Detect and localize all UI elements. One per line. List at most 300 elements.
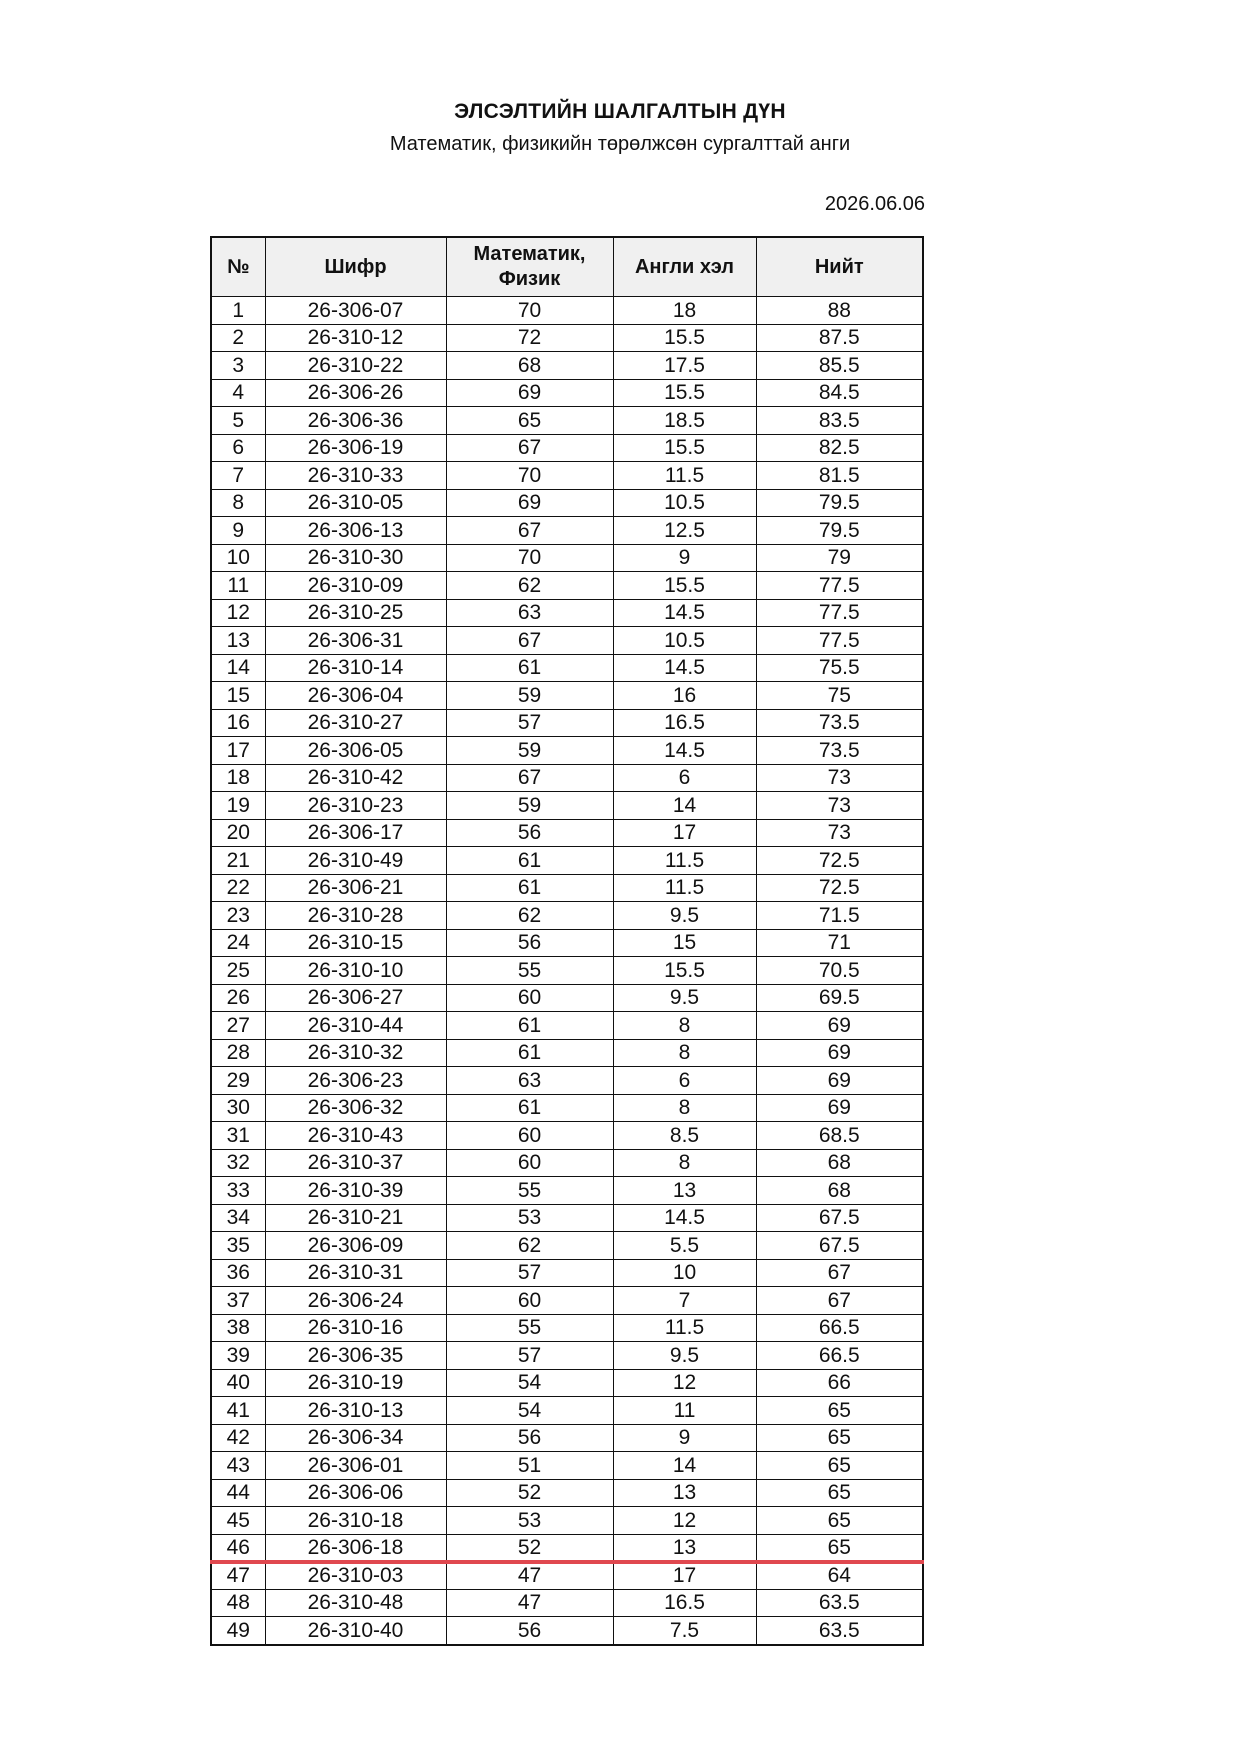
cell-total: 63.5: [756, 1617, 923, 1645]
table-row: [211, 1617, 923, 1645]
cell-english: 9: [613, 544, 756, 572]
cell-total: 71.5: [756, 902, 923, 930]
cell-number: 17: [211, 737, 265, 765]
cell-math-physics: 57: [446, 1259, 613, 1287]
cell-code: 26-310-22: [265, 352, 446, 380]
cell-code: 26-310-15: [265, 929, 446, 957]
cell-math-physics: 57: [446, 1342, 613, 1370]
cell-number: 1: [211, 297, 265, 325]
cell-code: 26-310-33: [265, 462, 446, 490]
table-row: [211, 902, 923, 930]
cell-number: 12: [211, 599, 265, 627]
cell-total: 79.5: [756, 489, 923, 517]
cell-number: 27: [211, 1012, 265, 1040]
cell-math-physics: 55: [446, 1314, 613, 1342]
cell-math-physics: 63: [446, 599, 613, 627]
cell-code: 26-306-01: [265, 1452, 446, 1480]
cell-math-physics: 59: [446, 737, 613, 765]
cell-number: 24: [211, 929, 265, 957]
cell-math-physics: 61: [446, 654, 613, 682]
cell-math-physics: 62: [446, 572, 613, 600]
cell-code: 26-306-04: [265, 682, 446, 710]
cell-total: 68: [756, 1149, 923, 1177]
table-row: [211, 1232, 923, 1260]
cell-english: 9.5: [613, 984, 756, 1012]
cell-code: 26-310-43: [265, 1122, 446, 1150]
cell-number: 40: [211, 1369, 265, 1397]
cell-code: 26-306-13: [265, 517, 446, 545]
cell-math-physics: 53: [446, 1507, 613, 1535]
cell-math-physics: 56: [446, 1617, 613, 1645]
cell-math-physics: 51: [446, 1452, 613, 1480]
cell-math-physics: 47: [446, 1589, 613, 1617]
cell-total: 65: [756, 1507, 923, 1535]
cell-english: 11.5: [613, 847, 756, 875]
cell-total: 84.5: [756, 379, 923, 407]
cell-english: 14.5: [613, 737, 756, 765]
cell-total: 81.5: [756, 462, 923, 490]
table-row: [211, 1204, 923, 1232]
table-row: [211, 434, 923, 462]
cell-number: 23: [211, 902, 265, 930]
cell-total: 75.5: [756, 654, 923, 682]
cell-code: 26-310-44: [265, 1012, 446, 1040]
cell-english: 8.5: [613, 1122, 756, 1150]
table-header-row: [211, 237, 923, 297]
table-row: [211, 1039, 923, 1067]
cell-number: 49: [211, 1617, 265, 1645]
cell-math-physics: 60: [446, 1122, 613, 1150]
cell-number: 7: [211, 462, 265, 490]
cell-english: 6: [613, 764, 756, 792]
cell-number: 45: [211, 1507, 265, 1535]
cell-english: 11.5: [613, 874, 756, 902]
cell-code: 26-306-05: [265, 737, 446, 765]
cell-number: 11: [211, 572, 265, 600]
cell-english: 10.5: [613, 627, 756, 655]
cell-total: 82.5: [756, 434, 923, 462]
cell-code: 26-310-23: [265, 792, 446, 820]
table-row: [211, 764, 923, 792]
cell-number: 42: [211, 1424, 265, 1452]
table-row: [211, 1452, 923, 1480]
cell-english: 9.5: [613, 902, 756, 930]
cell-number: 48: [211, 1589, 265, 1617]
cell-number: 25: [211, 957, 265, 985]
cell-total: 73: [756, 819, 923, 847]
table-row: [211, 792, 923, 820]
cell-total: 73.5: [756, 709, 923, 737]
document-title: ЭЛСЭЛТИЙН ШАЛГАЛТЫН ДҮН: [454, 100, 786, 123]
cell-total: 77.5: [756, 599, 923, 627]
table-row: [211, 654, 923, 682]
cell-number: 39: [211, 1342, 265, 1370]
cell-code: 26-306-34: [265, 1424, 446, 1452]
cell-english: 13: [613, 1534, 756, 1562]
cell-number: 20: [211, 819, 265, 847]
table-row: [211, 324, 923, 352]
cell-total: 69.5: [756, 984, 923, 1012]
cell-code: 26-310-19: [265, 1369, 446, 1397]
cell-number: 15: [211, 682, 265, 710]
cell-english: 7.5: [613, 1617, 756, 1645]
cell-english: 8: [613, 1149, 756, 1177]
cell-math-physics: 56: [446, 1424, 613, 1452]
cell-math-physics: 56: [446, 929, 613, 957]
cell-total: 65: [756, 1397, 923, 1425]
cell-total: 87.5: [756, 324, 923, 352]
cell-code: 26-310-16: [265, 1314, 446, 1342]
cell-math-physics: 67: [446, 627, 613, 655]
cell-total: 66.5: [756, 1342, 923, 1370]
table-row: [211, 379, 923, 407]
results-table: [210, 236, 924, 1646]
cell-total: 70.5: [756, 957, 923, 985]
column-header-total: Нийт: [756, 237, 923, 297]
table-row: [211, 1397, 923, 1425]
cell-english: 15.5: [613, 324, 756, 352]
cell-english: 13: [613, 1177, 756, 1205]
cell-total: 85.5: [756, 352, 923, 380]
table-row: [211, 737, 923, 765]
cell-number: 19: [211, 792, 265, 820]
cell-code: 26-306-31: [265, 627, 446, 655]
cell-math-physics: 47: [446, 1562, 613, 1590]
cell-number: 33: [211, 1177, 265, 1205]
cell-english: 13: [613, 1479, 756, 1507]
cell-english: 18: [613, 297, 756, 325]
table-row: [211, 352, 923, 380]
cell-total: 67: [756, 1259, 923, 1287]
cell-total: 79.5: [756, 517, 923, 545]
cell-total: 69: [756, 1012, 923, 1040]
cell-number: 38: [211, 1314, 265, 1342]
cell-math-physics: 62: [446, 902, 613, 930]
cell-number: 46: [211, 1534, 265, 1562]
cell-math-physics: 67: [446, 764, 613, 792]
cell-code: 26-310-12: [265, 324, 446, 352]
cell-number: 8: [211, 489, 265, 517]
cell-code: 26-310-28: [265, 902, 446, 930]
cell-code: 26-306-36: [265, 407, 446, 435]
table-row: [211, 1094, 923, 1122]
cell-math-physics: 61: [446, 847, 613, 875]
cell-total: 65: [756, 1424, 923, 1452]
cell-math-physics: 52: [446, 1534, 613, 1562]
cell-code: 26-310-21: [265, 1204, 446, 1232]
cell-code: 26-310-13: [265, 1397, 446, 1425]
table-row: [211, 1287, 923, 1315]
cell-english: 16.5: [613, 1589, 756, 1617]
table-row: [211, 1067, 923, 1095]
cell-total: 73.5: [756, 737, 923, 765]
cell-total: 75: [756, 682, 923, 710]
cell-code: 26-310-05: [265, 489, 446, 517]
cell-total: 68: [756, 1177, 923, 1205]
table-row: [211, 874, 923, 902]
table-row: [211, 929, 923, 957]
cell-english: 7: [613, 1287, 756, 1315]
cell-total: 66.5: [756, 1314, 923, 1342]
cell-total: 77.5: [756, 572, 923, 600]
cell-code: 26-310-39: [265, 1177, 446, 1205]
cell-number: 3: [211, 352, 265, 380]
table-row: [211, 462, 923, 490]
cell-number: 16: [211, 709, 265, 737]
cell-total: 67: [756, 1287, 923, 1315]
cell-english: 18.5: [613, 407, 756, 435]
cell-math-physics: 68: [446, 352, 613, 380]
cell-number: 30: [211, 1094, 265, 1122]
cell-english: 12: [613, 1507, 756, 1535]
cell-english: 10: [613, 1259, 756, 1287]
cell-english: 14.5: [613, 1204, 756, 1232]
cell-code: 26-310-18: [265, 1507, 446, 1535]
cell-english: 17: [613, 1562, 756, 1590]
cell-english: 11: [613, 1397, 756, 1425]
table-row: [211, 957, 923, 985]
table-row: [211, 709, 923, 737]
cell-english: 9.5: [613, 1342, 756, 1370]
cell-code: 26-310-25: [265, 599, 446, 627]
table-row: [211, 407, 923, 435]
cell-math-physics: 53: [446, 1204, 613, 1232]
cell-total: 65: [756, 1534, 923, 1562]
cell-math-physics: 61: [446, 1012, 613, 1040]
table-row: [211, 682, 923, 710]
cell-math-physics: 59: [446, 792, 613, 820]
cell-english: 14.5: [613, 654, 756, 682]
cell-english: 16: [613, 682, 756, 710]
cell-number: 28: [211, 1039, 265, 1067]
cell-english: 8: [613, 1039, 756, 1067]
cell-math-physics: 55: [446, 957, 613, 985]
cell-number: 5: [211, 407, 265, 435]
table-row: [211, 297, 923, 325]
table-row: [211, 1012, 923, 1040]
table-row: [211, 847, 923, 875]
table-row: [211, 1259, 923, 1287]
cell-number: 32: [211, 1149, 265, 1177]
cell-total: 65: [756, 1479, 923, 1507]
cell-total: 72.5: [756, 847, 923, 875]
cell-english: 15.5: [613, 379, 756, 407]
table-row: [211, 1534, 923, 1562]
cell-english: 9: [613, 1424, 756, 1452]
table-row: [211, 1122, 923, 1150]
cell-number: 2: [211, 324, 265, 352]
cell-english: 5.5: [613, 1232, 756, 1260]
cell-number: 31: [211, 1122, 265, 1150]
cell-math-physics: 70: [446, 297, 613, 325]
cutoff-line: [210, 1560, 924, 1564]
cell-number: 6: [211, 434, 265, 462]
document-subtitle: Математик, физикийн төрөлжсөн сургалттай анги: [389, 133, 851, 155]
cell-math-physics: 52: [446, 1479, 613, 1507]
column-header-english: Англи хэл: [613, 237, 756, 297]
cell-code: 26-306-17: [265, 819, 446, 847]
cell-math-physics: 70: [446, 544, 613, 572]
cell-english: 16.5: [613, 709, 756, 737]
cell-math-physics: 56: [446, 819, 613, 847]
cell-number: 34: [211, 1204, 265, 1232]
cell-total: 63.5: [756, 1589, 923, 1617]
cell-english: 10.5: [613, 489, 756, 517]
cell-math-physics: 61: [446, 874, 613, 902]
cell-code: 26-310-10: [265, 957, 446, 985]
cell-english: 12.5: [613, 517, 756, 545]
cell-code: 26-306-06: [265, 1479, 446, 1507]
table-row: [211, 819, 923, 847]
cell-code: 26-306-23: [265, 1067, 446, 1095]
cell-code: 26-310-32: [265, 1039, 446, 1067]
cell-english: 15.5: [613, 957, 756, 985]
table-row: [211, 517, 923, 545]
table-row: [211, 984, 923, 1012]
cell-total: 73: [756, 764, 923, 792]
table-row: [211, 1369, 923, 1397]
table-row: [211, 489, 923, 517]
cell-number: 14: [211, 654, 265, 682]
cell-math-physics: 61: [446, 1094, 613, 1122]
cell-code: 26-306-35: [265, 1342, 446, 1370]
cell-code: 26-310-27: [265, 709, 446, 737]
cell-number: 41: [211, 1397, 265, 1425]
cell-english: 14: [613, 792, 756, 820]
cell-math-physics: 63: [446, 1067, 613, 1095]
cell-code: 26-306-32: [265, 1094, 446, 1122]
cell-total: 65: [756, 1452, 923, 1480]
cell-total: 83.5: [756, 407, 923, 435]
cell-code: 26-306-18: [265, 1534, 446, 1562]
cell-math-physics: 69: [446, 379, 613, 407]
cell-english: 14: [613, 1452, 756, 1480]
table-row: [211, 1562, 923, 1590]
table-row: [211, 1342, 923, 1370]
table-row: [211, 627, 923, 655]
cell-total: 69: [756, 1094, 923, 1122]
table-row: [211, 1424, 923, 1452]
cell-english: 17.5: [613, 352, 756, 380]
cell-math-physics: 62: [446, 1232, 613, 1260]
cell-code: 26-310-40: [265, 1617, 446, 1645]
cell-english: 15.5: [613, 572, 756, 600]
column-header-math-physics: [446, 237, 613, 297]
cell-code: 26-306-19: [265, 434, 446, 462]
cell-english: 15: [613, 929, 756, 957]
cell-code: 26-306-09: [265, 1232, 446, 1260]
cell-math-physics: 60: [446, 1287, 613, 1315]
cell-english: 14.5: [613, 599, 756, 627]
cell-total: 77.5: [756, 627, 923, 655]
cell-code: 26-306-26: [265, 379, 446, 407]
table-body: [211, 297, 923, 1645]
cell-english: 17: [613, 819, 756, 847]
cell-total: 69: [756, 1067, 923, 1095]
cell-total: 73: [756, 792, 923, 820]
cell-math-physics: 60: [446, 1149, 613, 1177]
cell-math-physics: 55: [446, 1177, 613, 1205]
cell-code: 26-310-03: [265, 1562, 446, 1590]
cell-english: 6: [613, 1067, 756, 1095]
table-row: [211, 544, 923, 572]
cell-math-physics: 67: [446, 517, 613, 545]
table-row: [211, 1507, 923, 1535]
cell-english: 8: [613, 1012, 756, 1040]
cell-code: 26-310-30: [265, 544, 446, 572]
column-header-math-physics-label: Математик, Физик: [473, 243, 586, 290]
cell-math-physics: 54: [446, 1397, 613, 1425]
cell-math-physics: 61: [446, 1039, 613, 1067]
cell-number: 22: [211, 874, 265, 902]
cell-code: 26-310-09: [265, 572, 446, 600]
cell-number: 29: [211, 1067, 265, 1095]
cell-number: 26: [211, 984, 265, 1012]
cell-english: 8: [613, 1094, 756, 1122]
cell-number: 18: [211, 764, 265, 792]
cell-code: 26-306-24: [265, 1287, 446, 1315]
cell-total: 71: [756, 929, 923, 957]
table-row: [211, 1589, 923, 1617]
cell-math-physics: 72: [446, 324, 613, 352]
table-row: [211, 1314, 923, 1342]
cell-code: 26-306-27: [265, 984, 446, 1012]
cell-math-physics: 59: [446, 682, 613, 710]
cell-total: 72.5: [756, 874, 923, 902]
document-date: 2026.06.06: [824, 193, 925, 215]
cell-math-physics: 54: [446, 1369, 613, 1397]
cell-english: 11.5: [613, 1314, 756, 1342]
cell-total: 68.5: [756, 1122, 923, 1150]
cell-code: 26-310-42: [265, 764, 446, 792]
cell-code: 26-310-37: [265, 1149, 446, 1177]
table-row: [211, 599, 923, 627]
cell-total: 67.5: [756, 1232, 923, 1260]
column-header-code: Шифр: [265, 237, 446, 297]
cell-number: 4: [211, 379, 265, 407]
cell-total: 88: [756, 297, 923, 325]
cell-number: 44: [211, 1479, 265, 1507]
cell-number: 35: [211, 1232, 265, 1260]
column-header-number: №: [211, 237, 265, 297]
cell-english: 15.5: [613, 434, 756, 462]
cell-code: 26-310-14: [265, 654, 446, 682]
cell-code: 26-310-31: [265, 1259, 446, 1287]
cell-english: 12: [613, 1369, 756, 1397]
cell-total: 69: [756, 1039, 923, 1067]
cell-total: 79: [756, 544, 923, 572]
cell-code: 26-306-21: [265, 874, 446, 902]
table-row: [211, 1149, 923, 1177]
cell-number: 37: [211, 1287, 265, 1315]
cell-total: 66: [756, 1369, 923, 1397]
cell-code: 26-310-49: [265, 847, 446, 875]
cell-code: 26-310-48: [265, 1589, 446, 1617]
cell-number: 13: [211, 627, 265, 655]
cell-number: 47: [211, 1562, 265, 1590]
table-row: [211, 1177, 923, 1205]
cell-number: 10: [211, 544, 265, 572]
cell-math-physics: 69: [446, 489, 613, 517]
cell-number: 43: [211, 1452, 265, 1480]
cell-math-physics: 65: [446, 407, 613, 435]
cell-total: 67.5: [756, 1204, 923, 1232]
cell-english: 11.5: [613, 462, 756, 490]
cell-number: 9: [211, 517, 265, 545]
cell-math-physics: 60: [446, 984, 613, 1012]
cell-number: 36: [211, 1259, 265, 1287]
cell-math-physics: 70: [446, 462, 613, 490]
